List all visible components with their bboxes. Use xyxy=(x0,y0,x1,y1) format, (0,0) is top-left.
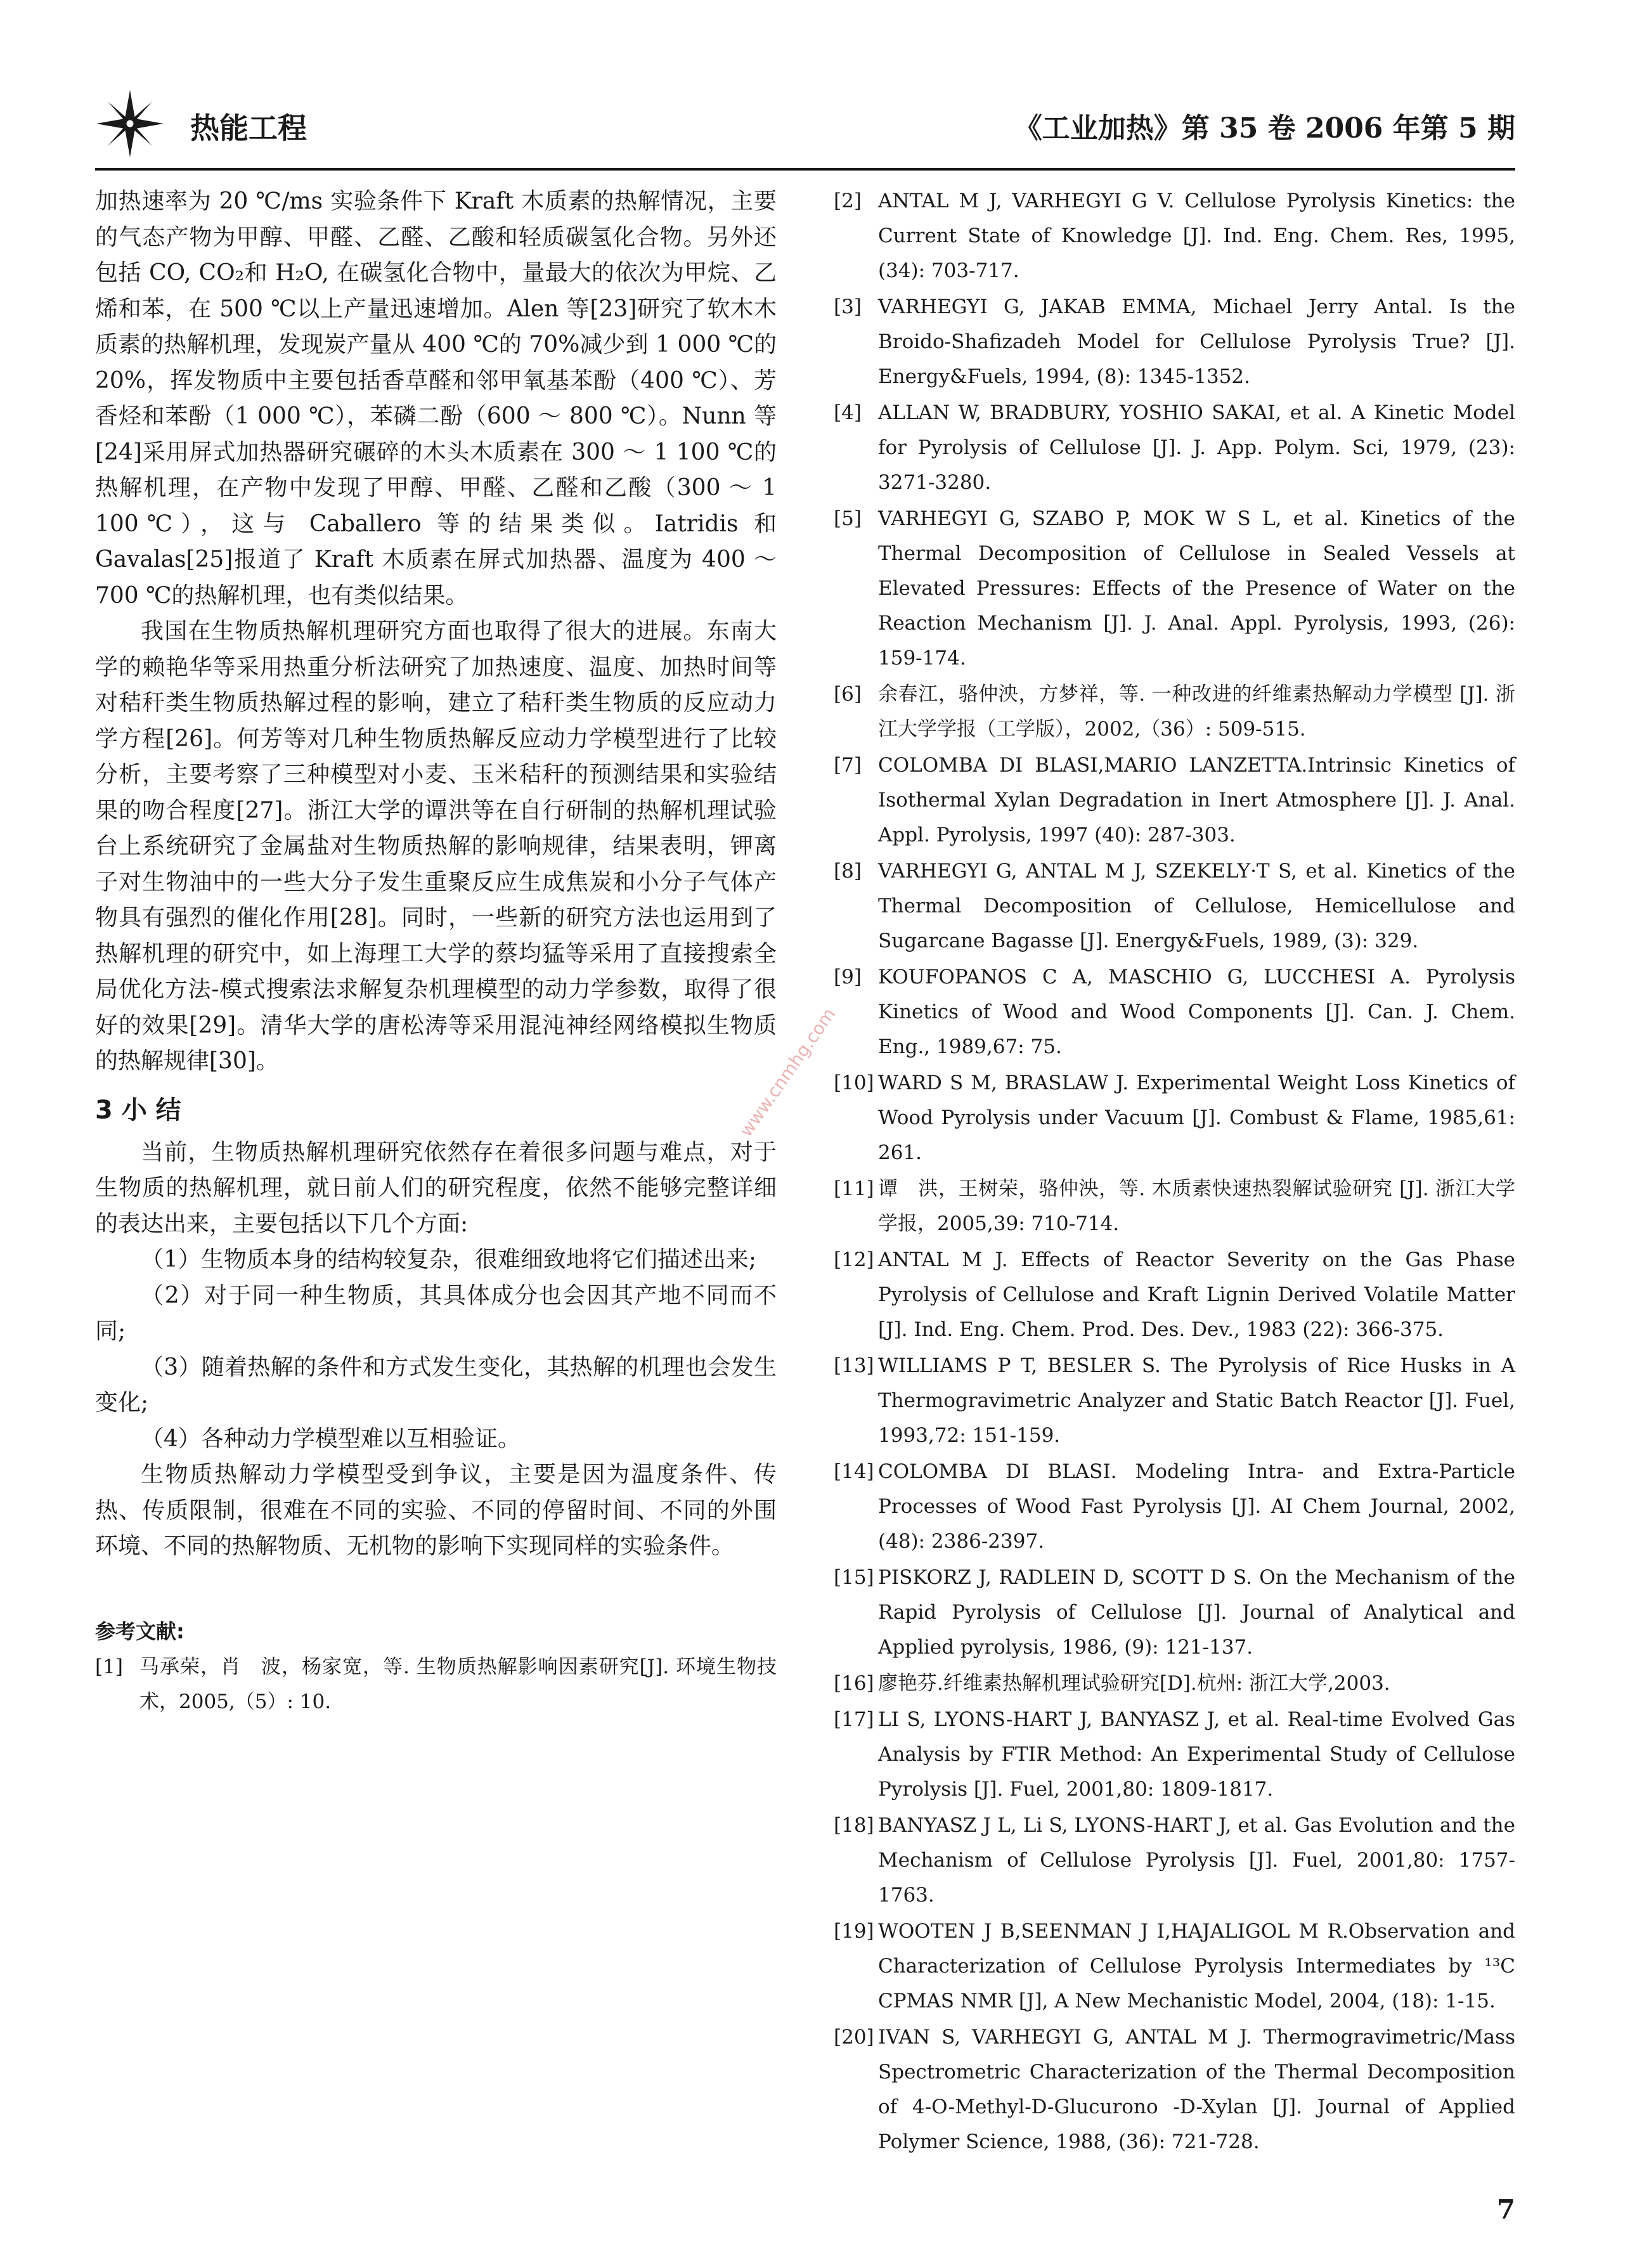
reference-number: [15] xyxy=(834,1566,874,1589)
reference-number: [19] xyxy=(834,1920,874,1943)
reference-number: [17] xyxy=(834,1708,874,1731)
reference-text: LI S, LYONS-HART J, BANYASZ J, et al. Real-time Evolved Gas Analysis by FTIR Method: An Experimental Study of Cellulose Pyrolysis [J]. Fuel, 2001,80: 1809-1817. xyxy=(878,1708,1515,1801)
reference-item xyxy=(834,677,1515,747)
reference-text: VARHEGYI G, JAKAB EMMA, Michael Jerry Antal. Is the Broido-Shafizadeh Model for Cellulose Pyrolysis True? [J]. Energy&Fuels, 1994, (8): 1345-1352. xyxy=(878,295,1515,388)
section-heading: 3 小 结 xyxy=(95,1095,181,1125)
reference-item xyxy=(834,184,1515,288)
reference-text: 马承荣，肖 波，杨家宽，等. 生物质热解影响因素研究[J]. 环境生物技术，2005,（5）: 10. xyxy=(139,1655,777,1713)
compass-star-logo-icon xyxy=(95,89,165,159)
reference-text: 余春江，骆仲泱，方梦祥，等. 一种改进的纤维素热解动力学模型 [J]. 浙江大学学报（工学版），2002,（36）: 509-515. xyxy=(878,683,1515,741)
reference-item xyxy=(95,1650,777,1720)
header-rule xyxy=(95,168,1515,171)
watermark: www.cnmhg.com xyxy=(735,1004,840,1141)
reference-item xyxy=(834,1243,1515,1347)
reference-number: [8] xyxy=(834,860,862,883)
reference-number: [2] xyxy=(834,190,862,212)
reference-item xyxy=(834,1914,1515,2019)
reference-number: [13] xyxy=(834,1354,874,1377)
reference-number: [4] xyxy=(834,401,862,424)
reference-text: 廖艳芬.纤维素热解机理试验研究[D].杭州: 浙江大学,2003. xyxy=(878,1672,1390,1695)
left-column xyxy=(95,184,777,1721)
reference-item xyxy=(834,1349,1515,1453)
reference-number: [11] xyxy=(834,1177,874,1200)
body-paragraph: 加热速率为 20 ℃/ms 实验条件下 Kraft 木质素的热解情况，主要的气态产物为甲醇、甲醛、乙醛、乙酸和轻质碳氢化合物。另外还包括 CO, CO₂和 H₂O, 在碳氢化合物中，量最大的依次为甲烷、乙烯和苯，在 500 ℃以上产量迅速增加。Alen 等[23]研究了软木木质素的热解机理，发现炭产量从 400 ℃的 70%减少到 1 000 ℃的 20%，挥发物质中主要包括香草醛和邻甲氧基苯酚（400 ℃）、芳香烃和苯酚（1 000 ℃），苯磷二酚（600 ～ 800 ℃）。Nunn 等[24]采用屏式加热器研究碾碎的木头木质素在 300 ～ 1 100 ℃的热解机理，在产物中发现了甲醇、甲醛、乙醛和乙酸（300 ～ 1 100℃），这与 Caballero 等的结果类似。Iatridis 和 Gavalas[25]报道了 Kraft 木质素在屏式加热器、温度为 400 ～ 700 ℃的热解机理，也有类似结果。 xyxy=(95,188,777,609)
reference-number: [16] xyxy=(834,1672,874,1695)
reference-item xyxy=(834,1666,1515,1701)
reference-item xyxy=(834,1455,1515,1559)
list-item: （3）随着热解的条件和方式发生变化，其热解的机理也会发生变化; xyxy=(95,1354,777,1416)
page-header xyxy=(95,89,1515,159)
reference-number: [3] xyxy=(834,295,862,318)
reference-item xyxy=(834,854,1515,959)
reference-text: KOUFOPANOS C A, MASCHIO G, LUCCHESI A. Pyrolysis Kinetics of Wood and Wood Components [J]. Can. J. Chem. Eng., 1989,67: 75. xyxy=(878,966,1515,1058)
reference-text: ANTAL M J, VARHEGYI G V. Cellulose Pyrolysis Kinetics: the Current State of Knowledge [J]. Ind. Eng. Chem. Res, 1995, (34): 703-717. xyxy=(878,190,1515,282)
reference-number: [18] xyxy=(834,1814,874,1837)
reference-item xyxy=(834,2020,1515,2160)
right-column-references xyxy=(834,184,1515,2161)
list-item: （4）各种动力学模型难以互相验证。 xyxy=(141,1425,521,1452)
reference-number: [10] xyxy=(834,1072,874,1094)
reference-item xyxy=(834,1172,1515,1241)
page-number: 7 xyxy=(1496,2194,1515,2225)
reference-number: [7] xyxy=(834,754,862,777)
reference-text: IVAN S, VARHEGYI G, ANTAL M J. Thermogravimetric/Mass Spectrometric Characterization of the Thermal Decomposition of 4-O-Methyl-D-Glucurono -D-Xylan [J]. Journal of Applied Polymer Science, 1988, (36): 721-728. xyxy=(878,2026,1515,2153)
reference-text: WILLIAMS P T, BESLER S. The Pyrolysis of Rice Husks in A Thermogravimetric Analyzer and Static Batch Reactor [J]. Fuel, 1993,72: 151-159. xyxy=(878,1354,1515,1447)
body-paragraph: 生物质热解动力学模型受到争议，主要是因为温度条件、传热、传质限制，很难在不同的实验、不同的停留时间、不同的外围环境、不同的热解物质、无机物的影响下实现同样的实验条件。 xyxy=(95,1461,777,1559)
reference-number: [1] xyxy=(95,1655,123,1678)
reference-number: [5] xyxy=(834,507,862,530)
reference-number: [12] xyxy=(834,1248,874,1271)
reference-item xyxy=(834,1560,1515,1665)
section-name: 热能工程 xyxy=(190,111,307,145)
reference-text: BANYASZ J L, Li S, LYONS-HART J, et al. Gas Evolution and the Mechanism of Cellulose Pyrolysis [J]. Fuel, 2001,80: 1757-1763. xyxy=(878,1814,1515,1907)
references-title: 参考文献: xyxy=(95,1619,184,1643)
reference-item xyxy=(834,1066,1515,1170)
reference-text: WOOTEN J B,SEENMAN J I,HAJALIGOL M R.Observation and Characterization of Cellulose Pyrolysis Intermediates by ¹³C CPMAS NMR [J], A New Mechanistic Model, 2004, (18): 1-15. xyxy=(878,1920,1515,2012)
journal-citation: 《工业加热》第 35 卷 2006 年第 5 期 xyxy=(1014,112,1515,145)
reference-text: VARHEGYI G, ANTAL M J, SZEKELY·T S, et al. Kinetics of the Thermal Decomposition of Cellulose, Hemicellulose and Sugarcane Bagasse [J]. Energy&Fuels, 1989, (3): 329. xyxy=(878,860,1515,952)
reference-number: [14] xyxy=(834,1460,874,1483)
reference-text: VARHEGYI G, SZABO P, MOK W S L, et al. Kinetics of the Thermal Decomposition of Cellulose in Sealed Vessels at Elevated Pressures: Effects of the Presence of Water on the Reaction Mechanism [J]. J. Anal. Appl. Pyrolysis, 1993, (26): 159-174. xyxy=(878,507,1515,670)
reference-number: [9] xyxy=(834,966,862,988)
reference-item xyxy=(834,502,1515,676)
reference-number: [6] xyxy=(834,683,862,706)
reference-item xyxy=(834,396,1515,500)
reference-text: 谭 洪，王树荣，骆仲泱，等. 木质素快速热裂解试验研究 [J]. 浙江大学学报，2005,39: 710-714. xyxy=(878,1177,1515,1235)
reference-item xyxy=(834,1702,1515,1807)
reference-item xyxy=(834,748,1515,853)
list-item: （1）生物质本身的结构较复杂，很难细致地将它们描述出来; xyxy=(141,1247,757,1273)
reference-text: PISKORZ J, RADLEIN D, SCOTT D S. On the Mechanism of the Rapid Pyrolysis of Cellulose [J]. Journal of Analytical and Applied pyrolysis, 1986, (9): 121-137. xyxy=(878,1566,1515,1659)
reference-text: WARD S M, BRASLAW J. Experimental Weight Loss Kinetics of Wood Pyrolysis under Vacuum [J]. Combust & Flame, 1985,61: 261. xyxy=(878,1072,1515,1164)
reference-text: COLOMBA DI BLASI. Modeling Intra- and Extra-Particle Processes of Wood Fast Pyrolysis [J]. AI Chem Journal, 2002, (48): 2386-2397. xyxy=(878,1460,1515,1553)
reference-text: ANTAL M J. Effects of Reactor Severity on the Gas Phase Pyrolysis of Cellulose and Kraft Lignin Derived Volatile Matter [J]. Ind. Eng. Chem. Prod. Des. Dev., 1983 (22): 366-375. xyxy=(878,1248,1515,1341)
list-item: （2）对于同一种生物质，其具体成分也会因其产地不同而不同; xyxy=(95,1282,777,1344)
body-paragraph: 我国在生物质热解机理研究方面也取得了很大的进展。东南大学的赖艳华等采用热重分析法研究了加热速度、温度、加热时间等对秸秆类生物质热解过程的影响，建立了秸秆类生物质的反应动力学方程[26]。何芳等对几种生物质热解反应动力学模型进行了比较分析，主要考察了三种模型对小麦、玉米秸秆的预测结果和实验结果的吻合程度[27]。浙江大学的谭洪等在自行研制的热解机理试验台上系统研究了金属盐对生物质热解的影响规律，结果表明，钾离子对生物油中的一些大分子发生重聚反应生成焦炭和小分子气体产物具有强烈的催化作用[28]。同时，一些新的研究方法也运用到了热解机理的研究中，如上海理工大学的蔡均猛等采用了直接搜索全局优化方法-模式搜索法求解复杂机理模型的动力学参数，取得了很好的效果[29]。清华大学的唐松涛等采用混沌神经网络模拟生物质的热解规律[30]。 xyxy=(95,618,777,1074)
reference-number: [20] xyxy=(834,2026,874,2049)
reference-item xyxy=(834,290,1515,394)
reference-item xyxy=(834,1808,1515,1913)
reference-text: COLOMBA DI BLASI,MARIO LANZETTA.Intrinsic Kinetics of Isothermal Xylan Degradation in Inert Atmosphere [J]. J. Anal. Appl. Pyrolysis, 1997 (40): 287-303. xyxy=(878,754,1515,846)
body-paragraph: 当前，生物质热解机理研究依然存在着很多问题与难点，对于生物质的热解机理，就日前人们的研究程度，依然不能够完整详细的表达出来，主要包括以下几个方面: xyxy=(95,1139,777,1237)
reference-text: ALLAN W, BRADBURY, YOSHIO SAKAI, et al. A Kinetic Model for Pyrolysis of Cellulose [J]. J. App. Polym. Sci, 1979, (23): 3271-3280. xyxy=(878,401,1515,494)
reference-item xyxy=(834,960,1515,1065)
